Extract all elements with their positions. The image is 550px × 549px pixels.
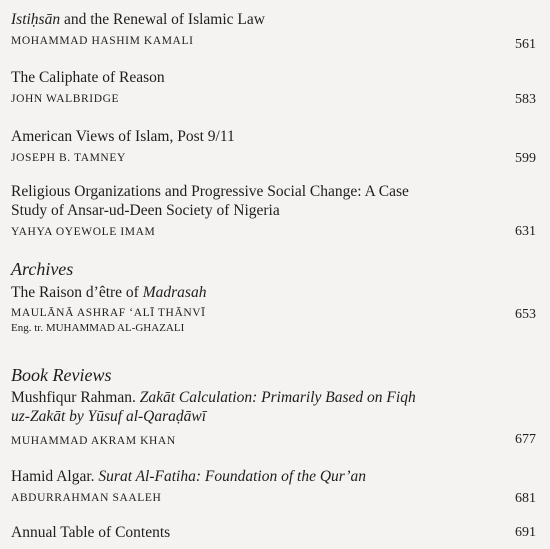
entry-page: 583 (515, 92, 536, 107)
entry-title: The Raison d’être of Madrasah (11, 284, 207, 301)
toc-entry (11, 10, 536, 52)
entry-author: ABDURRAHMAN SAALEH (11, 492, 162, 504)
entry-title-line2: uz-Zakāt by Yūsuf al-Qaraḍāwī (11, 408, 207, 425)
entry-author: MOHAMMAD HASHIM KAMALI (11, 35, 194, 47)
entry-author: JOHN WALBRIDGE (11, 93, 120, 105)
entry-translator: Eng. tr. MUHAMMAD AL-GHAZALI (11, 322, 185, 334)
entry-title: The Caliphate of Reason (11, 69, 165, 86)
toc-entry (11, 388, 536, 449)
entry-page: 653 (515, 307, 536, 322)
entry-title: American Views of Islam, Post 9/11 (11, 128, 235, 145)
entry-title: Hamid Algar. Surat Al-Fatiha: Foundation of the Qur’an (11, 468, 367, 485)
entry-page: 631 (515, 224, 536, 239)
entry-page: 677 (515, 432, 536, 447)
entry-title: Annual Table of Contents (11, 524, 171, 541)
toc-entry (11, 68, 536, 107)
entry-page: 561 (515, 37, 536, 52)
entry-page: 599 (515, 151, 536, 166)
toc-entry (11, 127, 536, 166)
entry-title-line1: Mushfiqur Rahman. Zakāt Calculation: Primarily Based on Fiqh (11, 389, 416, 406)
entry-author: MAULĀNĀ ASHRAF ‘ALĪ THĀNVĪ (11, 307, 206, 319)
toc-entry (11, 182, 536, 240)
entry-page: 681 (515, 491, 536, 506)
entry-title: Istiḥsān and the Renewal of Islamic Law (11, 11, 265, 28)
toc-entry (11, 467, 536, 506)
entry-title-line2: Study of Ansar-ud-Deen Society of Nigeria (11, 202, 280, 219)
section-heading-book-reviews: Book Reviews (11, 365, 112, 385)
entry-author: YAHYA OYEWOLE IMAM (11, 226, 156, 238)
toc-entry (11, 283, 536, 335)
entry-title-line1: Religious Organizations and Progressive Social Change: A Case (11, 183, 409, 200)
toc-entry (11, 523, 536, 542)
section-heading-archives: Archives (11, 259, 74, 279)
entry-author: MUHAMMAD AKRAM KHAN (11, 435, 176, 447)
entry-page: 691 (515, 525, 536, 540)
entry-author: JOSEPH B. TAMNEY (11, 152, 126, 164)
